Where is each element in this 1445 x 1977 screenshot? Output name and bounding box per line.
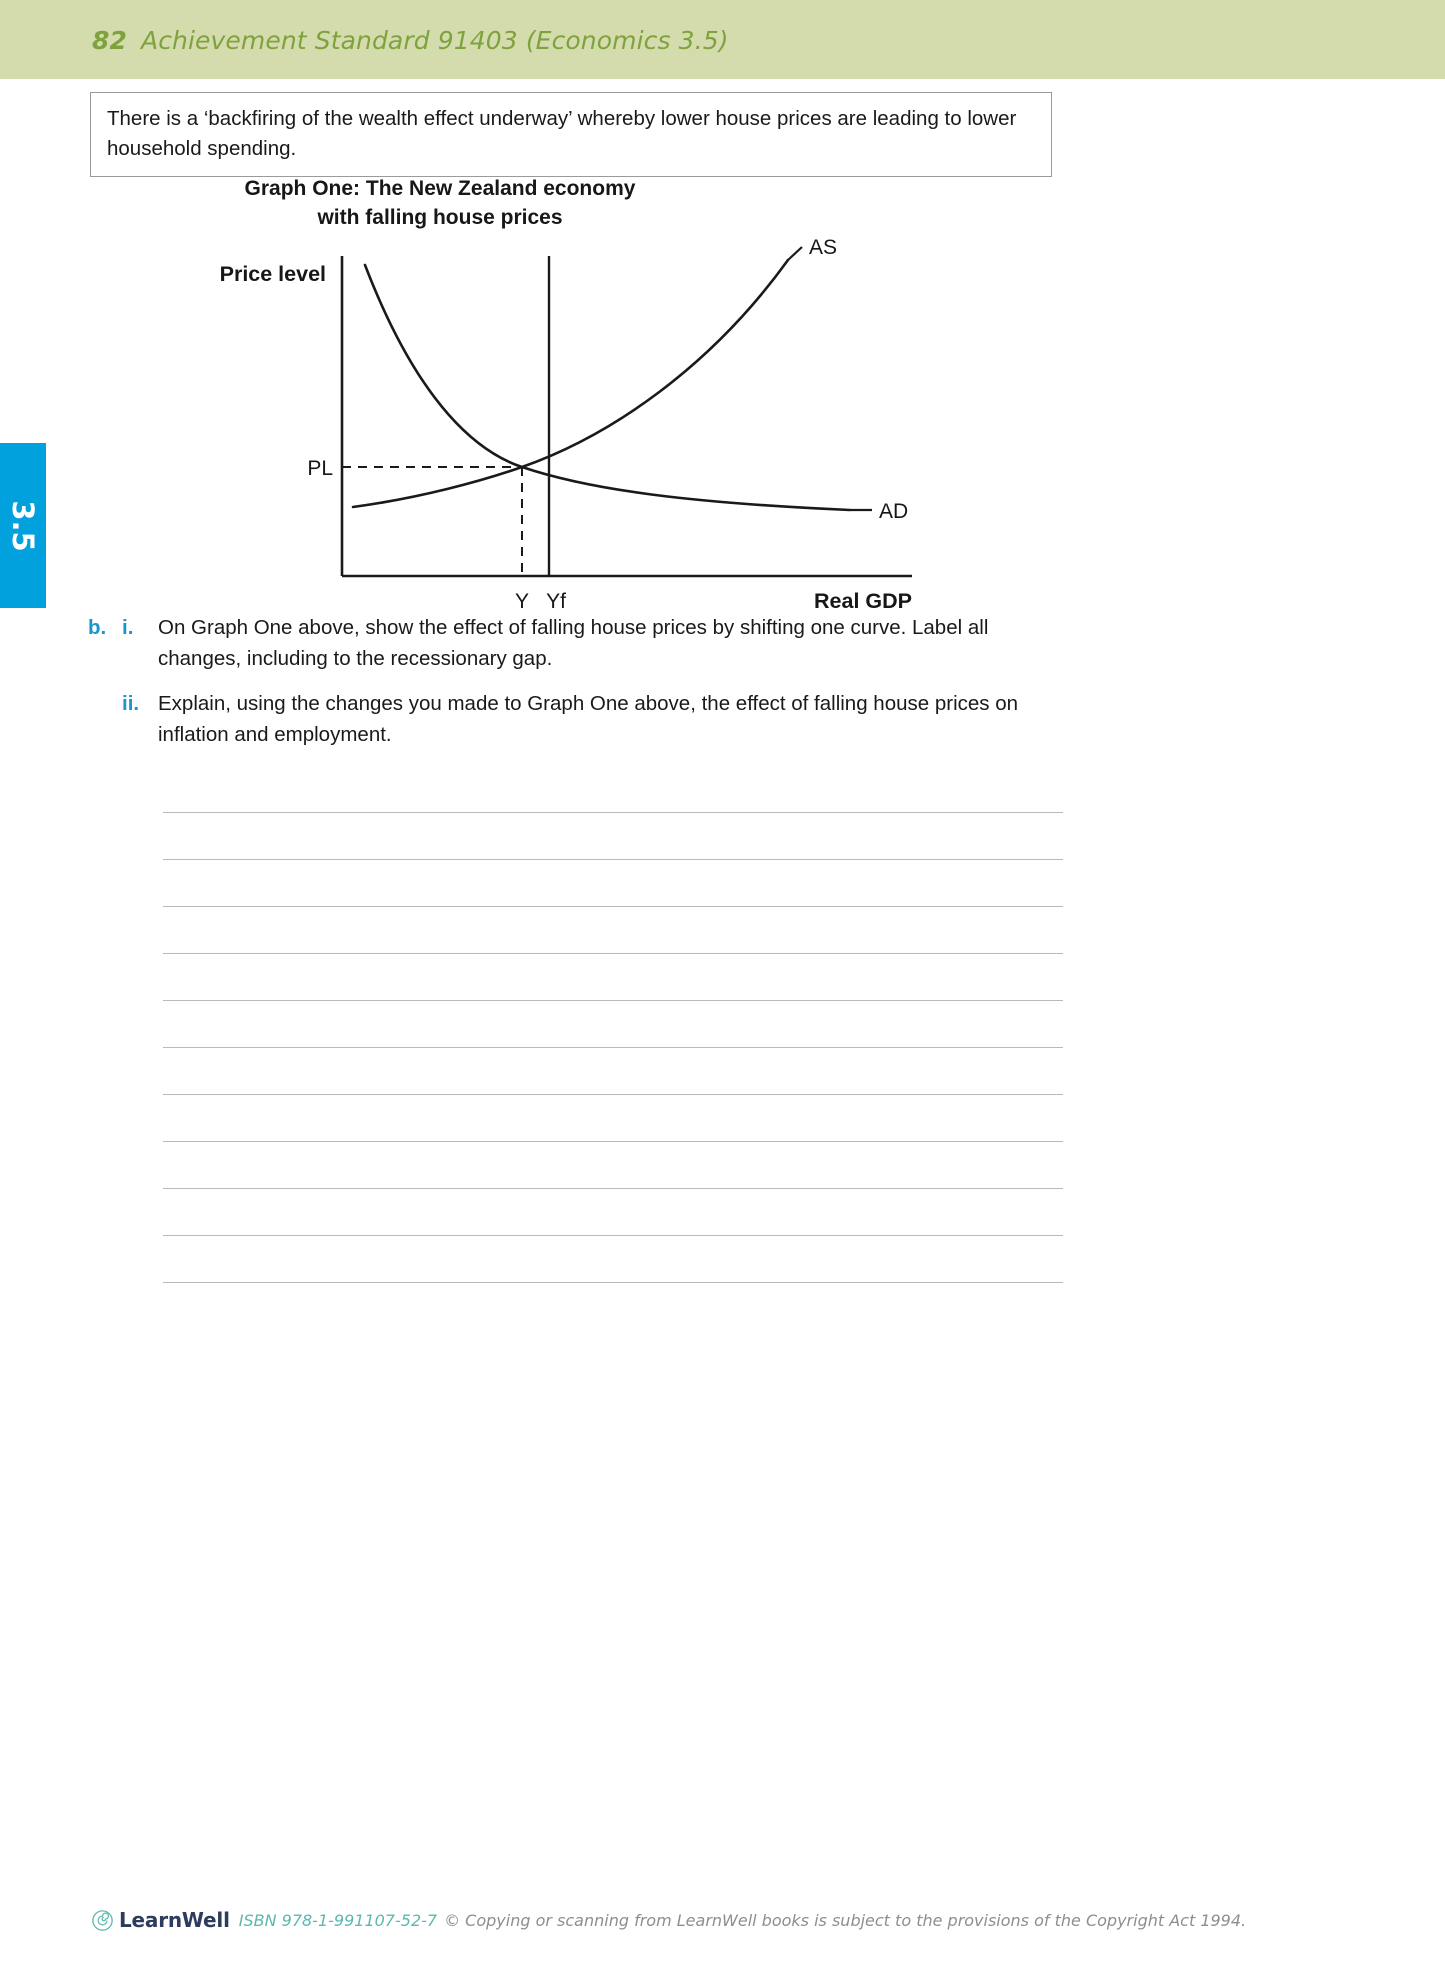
answer-line[interactable] (163, 954, 1063, 1001)
footer-isbn: ISBN 978-1-991107-52-7 (238, 1910, 438, 1930)
page-header-band (0, 0, 1445, 79)
answer-ruled-lines (163, 766, 1063, 1283)
footer-copyright: © Copying or scanning from LearnWell books is subject to the provisions of the Copyright Act 1994. (444, 1910, 1247, 1930)
page-footer (92, 1908, 1246, 1932)
graph-plot-area (90, 168, 1050, 613)
graph-title-line-2: with falling house prices (317, 206, 563, 229)
as-curve (353, 260, 788, 507)
answer-line[interactable] (163, 1095, 1063, 1142)
question-b-i-text: On Graph One above, show the effect of falling house prices by shifting one curve. Label all changes, including to the recessionary gap. (158, 616, 989, 670)
y-axis-label: Price level (219, 262, 326, 286)
answer-line[interactable] (163, 860, 1063, 907)
as-leader-line (788, 247, 802, 260)
answer-line[interactable] (163, 1001, 1063, 1048)
standard-title: Achievement Standard 91403 (Economics 3.5) (141, 26, 729, 55)
answer-line[interactable] (163, 1189, 1063, 1236)
yf-tick-label: Yf (546, 590, 566, 613)
learnwell-wordmark: LearnWell (119, 1908, 230, 1932)
answer-line[interactable] (163, 1048, 1063, 1095)
question-list (88, 612, 1068, 756)
page-header-text (92, 26, 729, 55)
graph-one-container (90, 168, 1050, 613)
side-tab-standard (0, 443, 46, 608)
x-axis-label: Real GDP (814, 589, 912, 613)
question-b-ii (122, 688, 1068, 750)
as-curve-label: AS (809, 236, 838, 259)
answer-line[interactable] (163, 1142, 1063, 1189)
side-tab-label: 3.5 (6, 499, 40, 552)
pl-tick-label: PL (307, 457, 333, 480)
answer-line[interactable] (163, 813, 1063, 860)
ad-curve-label: AD (879, 500, 909, 523)
answer-line[interactable] (163, 766, 1063, 813)
y-tick-label: Y (514, 590, 530, 613)
question-b-i (88, 612, 1068, 674)
learnwell-spiral-icon (92, 1910, 113, 1931)
question-alpha-marker: b. (88, 616, 107, 639)
page-number: 82 (92, 26, 127, 55)
source-quote-box (90, 92, 1052, 177)
answer-line[interactable] (163, 1236, 1063, 1283)
ad-curve (365, 265, 850, 510)
source-quote-text: There is a ‘backfiring of the wealth effect underway’ whereby lower house prices are leading to lower household spending. (107, 107, 1017, 160)
question-roman-marker: ii. (122, 692, 140, 715)
graph-title-line-1: Graph One: The New Zealand economy (244, 177, 636, 200)
answer-line[interactable] (163, 907, 1063, 954)
question-b-ii-text: Explain, using the changes you made to Graph One above, the effect of falling house prices on inflation and employment. (158, 692, 1019, 746)
question-roman-marker: i. (122, 616, 134, 639)
